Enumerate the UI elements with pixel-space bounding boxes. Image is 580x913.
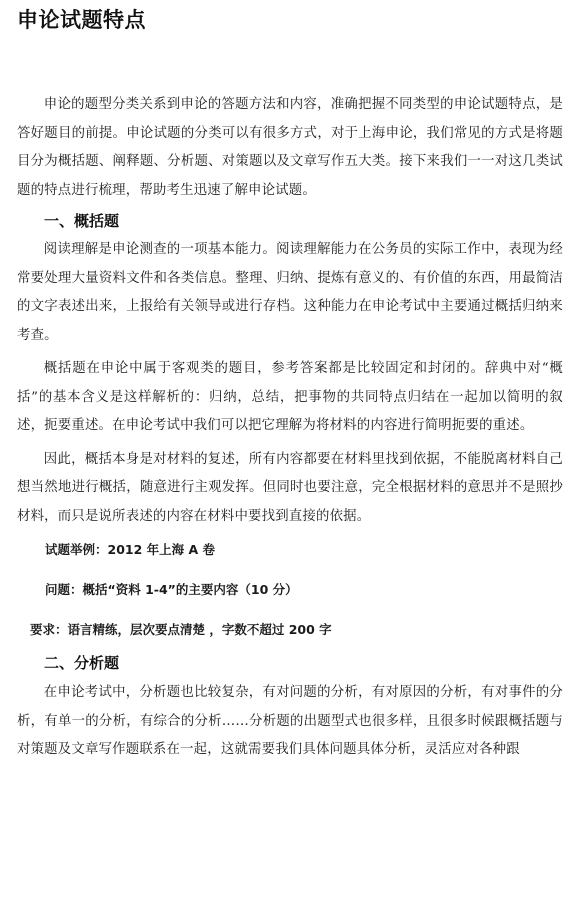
page-title: 申论试题特点 xyxy=(17,8,146,32)
example-requirement: 要求：语言精练，层次要点清楚 ，字数不超过 200 字 xyxy=(30,622,332,637)
summary-paragraph-2: 概括题在申论中属于客观类的题目，参考答案都是比较固定和封闭的。辞典中对“概括”的基本含义是这样解析的：归纳，总结，把事物的共同特点归结在一起加以简明的叙述，扼要重述。在申论考试中我们可以把它理解为将材料的内容进行简明扼要的重述。 xyxy=(17,361,563,433)
section-heading-summary: 一、概括题 xyxy=(44,212,120,230)
example-title: 试题举例：2012 年上海 A 卷 xyxy=(45,542,216,557)
summary-paragraph-3: 因此，概括本身是对材料的复述，所有内容都要在材料里找到依据，不能脱离材料自己想当然地进行概括，随意进行主观发挥。但同时也要注意，完全根据材料的意思并不是照抄材料，而只是说所表述的内容在材料中要找到直接的依据。 xyxy=(17,451,563,524)
section-heading-analysis: 二、分析题 xyxy=(44,654,120,672)
example-question: 问题：概括“资料 1-4”的主要内容（10 分） xyxy=(45,582,298,597)
analysis-paragraph-1: 在申论考试中，分析题也比较复杂，有对问题的分析，有对原因的分析，有对事件的分析，有单一的分析，有综合的分析……分析题的出题型式也很多样，且很多时候跟概括题与对策题及文章写作题联系在一起，这就需要我们具体问题具体分析，灵活应对各种跟 xyxy=(17,685,563,757)
example-block xyxy=(17,541,563,639)
summary-paragraph-1: 阅读理解是申论测查的一项基本能力。阅读理解能力在公务员的实际工作中，表现为经常要处理大量资料文件和各类信息。整理、归纳、提炼有意义的、有价值的东西，用最简洁的文字表述出来，上报给有关领导或进行存档。这种能力在申论考试中主要通过概括归纳来考查。 xyxy=(17,242,563,343)
intro-paragraph: 申论的题型分类关系到申论的答题方法和内容，准确把握不同类型的申论试题特点，是答好题目的前提。申论试题的分类可以有很多方式，对于上海申论，我们常见的方式是将题目分为概括题、阐释题、分析题、对策题以及文章写作五大类。接下来我们一一对这几类试题的特点进行梳理，帮助考生迅速了解申论试题。 xyxy=(17,97,563,198)
article-body xyxy=(17,91,563,765)
